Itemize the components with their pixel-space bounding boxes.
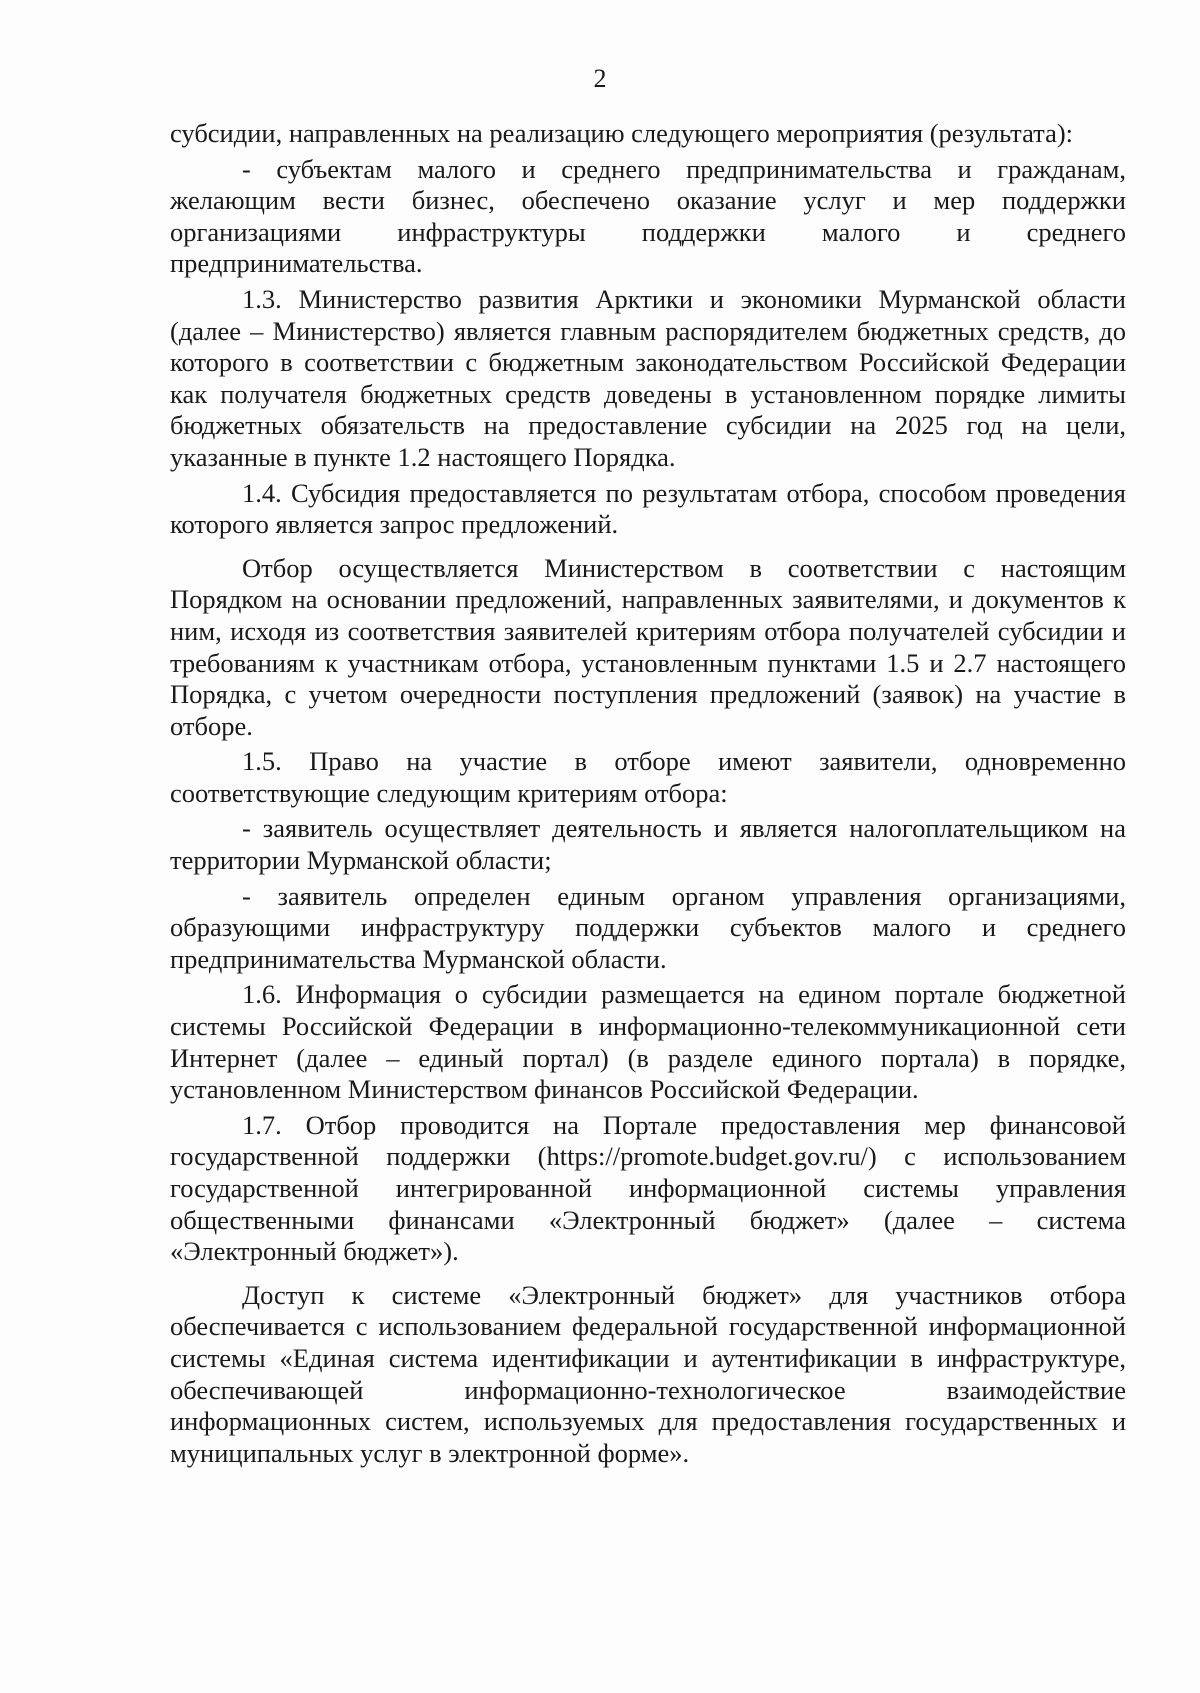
paragraph-result-item: - субъектам малого и среднего предпринимательства и гражданам, желающим вести бизнес, обеспечено оказание услуг и мер поддержки организациями инфраструктуры поддержки малого и среднего предпринимательства.: [170, 153, 1126, 279]
paragraph-access: Доступ к системе «Электронный бюджет» для участников отбора обеспечивается с использованием федеральной государственной информационной системы «Единая система идентификации и аутентификации в инфраструктуре, обеспечивающей информационно-технологическое взаимодействие информационных систем, используемых для предоставления государственных и муниципальных услуг в электронной форме».: [170, 1279, 1126, 1468]
page-number: 2: [593, 64, 607, 93]
paragraph-1-5: 1.5. Право на участие в отборе имеют заявители, одновременно соответствующие следующим критериям отбора:: [170, 746, 1126, 808]
paragraph-criterion-2: - заявитель определен единым органом управления организациями, образующими инфраструктуру поддержки субъектов малого и среднего предпринимательства Мурманской области.: [170, 880, 1126, 974]
paragraph-1-3: 1.3. Министерство развития Арктики и экономики Мурманской области (далее – Министерство) является главным распорядителем бюджетных средств, до которого в соответствии с бюджетным законодательством Российской Федерации как получателя бюджетных средств доведены в установленном порядке лимиты бюджетных обязательств на предоставление субсидии на 2025 год на цели, указанные в пункте 1.2 настоящего Порядка.: [170, 283, 1126, 472]
paragraph-1-4: 1.4. Субсидия предоставляется по результатам отбора, способом проведения которого является запрос предложений.: [170, 477, 1126, 540]
paragraph-subsidy-result: субсидии, направленных на реализацию следующего мероприятия (результата):: [170, 118, 1074, 148]
paragraph-1-6: 1.6. Информация о субсидии размещается на едином портале бюджетной системы Российской Федерации в информационно-телекоммуникационной сети Интернет (далее – единый портал) (в разделе единого портала) в порядке, установленном Министерством финансов Российской Федерации.: [170, 979, 1126, 1105]
document-body: [170, 118, 1126, 1473]
paragraph-selection: Отбор осуществляется Министерством в соответствии с настоящим Порядком на основании предложений, направленных заявителями, и документов к ним, исходя из соответствия заявителей критериям отбора получателей субсидии и требованиям к участникам отбора, установленным пунктами 1.5 и 2.7 настоящего Порядка, с учетом очередности поступления предложений (заявок) на участие в отборе.: [170, 552, 1126, 741]
paragraph-criterion-1: - заявитель осуществляет деятельность и является налогоплательщиком на территории Мурманской области;: [170, 813, 1126, 876]
paragraph-1-7: 1.7. Отбор проводится на Портале предоставления мер финансовой государственной поддержки (https://promote.budget.gov.ru/) с использованием государственной интегрированной информационной системы управления общественными финансами «Электронный бюджет» (далее – система «Электронный бюджет»).: [170, 1109, 1126, 1267]
